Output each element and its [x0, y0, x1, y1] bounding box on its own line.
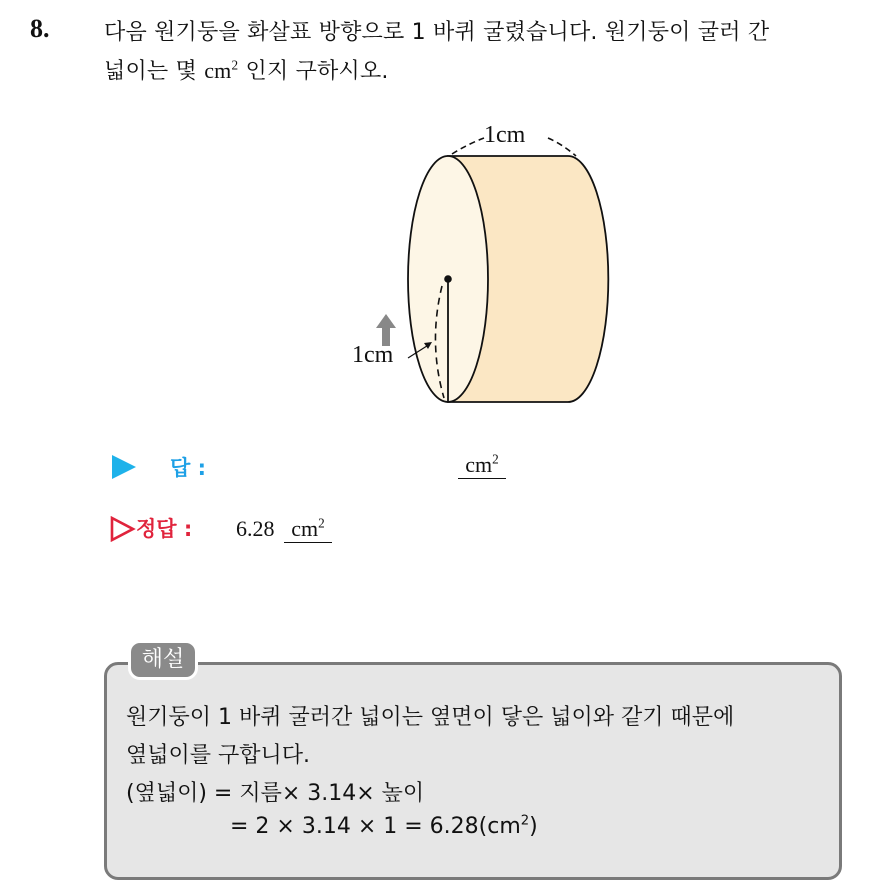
answer-unit[interactable]: [458, 452, 506, 479]
cylinder-figure: [340, 118, 630, 418]
play-triangle-icon: [110, 454, 138, 480]
correct-unit-exponent: 2: [318, 515, 325, 531]
question-line-2: [104, 52, 874, 91]
answer-row: [110, 450, 590, 486]
radius-length-label: 1cm: [352, 342, 394, 368]
question-line-2-after: 인지 구하시오.: [245, 59, 389, 84]
solution-line-4-exponent: 2: [520, 813, 530, 829]
question-unit: [204, 58, 238, 83]
solution-line-2: 옆넓이를 구합니다.: [126, 743, 311, 768]
correct-answer-label: 정답 :: [136, 517, 193, 541]
question-unit-exponent: 2: [231, 57, 239, 73]
outline-triangle-icon: [110, 516, 136, 542]
solution-line-3: (옆넓이) = 지름× 3.14× 높이: [126, 781, 425, 806]
correct-answer-unit: [284, 516, 332, 543]
top-dashed-left: [452, 138, 484, 154]
answer-label: 답 :: [170, 456, 206, 480]
solution-line-4: [230, 814, 538, 839]
solution-line-4-unit: cm: [487, 814, 521, 839]
question-number: 8.: [30, 14, 50, 43]
center-point: [444, 275, 452, 283]
solution-line-4-suffix: ): [529, 814, 538, 839]
cylinder-diagram: [340, 118, 630, 418]
correct-unit-base: cm: [291, 516, 319, 541]
correct-answer-value: 6.28: [236, 516, 275, 541]
question-unit-base: cm: [204, 58, 232, 83]
top-length-label: 1cm: [484, 122, 526, 148]
answer-unit-exponent: 2: [492, 451, 499, 467]
top-dashed-right: [548, 138, 576, 156]
solution-line-1: 원기둥이 1 바퀴 굴러간 넓이는 옆면이 닿은 넓이와 같기 때문에: [126, 705, 735, 730]
solution-line-4-prefix: = 2 × 3.14 × 1 = 6.28(: [230, 814, 488, 839]
question-line-1: 다음 원기둥을 화살표 방향으로 1 바퀴 굴렸습니다. 원기둥이 굴러 간: [104, 20, 770, 45]
question-line-2-before: 넓이는 몇: [104, 59, 198, 84]
correct-answer-row: [110, 512, 590, 548]
question-text: [104, 14, 874, 91]
answer-unit-base: cm: [465, 452, 493, 477]
solution-tag: 해설: [128, 640, 198, 680]
solution-box: [104, 662, 842, 880]
